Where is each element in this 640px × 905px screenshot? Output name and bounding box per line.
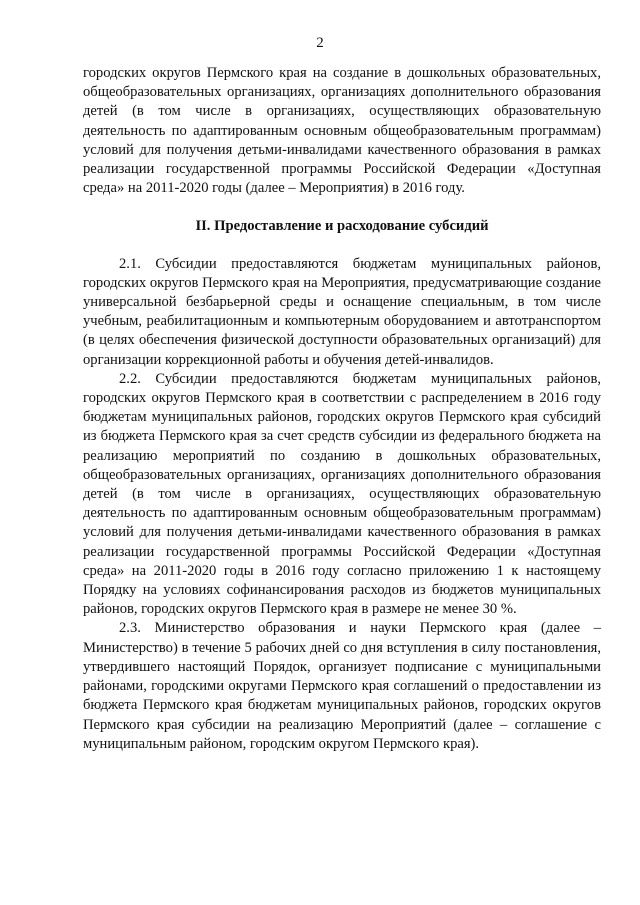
paragraph-2-1: 2.1. Субсидии предоставляются бюджетам муниципальных районов, городских округов Пермского края на Мероприятия, предусматривающие создание универсальной безбарьерной среды и оснащение специальным, в том числе учебным, реабилитационным и компьютерным оборудованием и автотранспортом (в целях обеспечения физической доступности образовательных организаций) для организации коррекционной работы и обучения детей-инвалидов. xyxy=(83,255,601,368)
paragraph-continuation: городских округов Пермского края на создание в дошкольных образовательных, общеобразовательных организациях, организациях дополнительного образования детей (в том числе в организациях, осуществляющих образовательную деятельность по адаптированным основным общеобразовательным программам) условий для получения детьми-инвалидами качественного образования в рамках реализации государственной программы Российской Федерации «Доступная среда» на 2011-2020 годы (далее – Мероприятия) в 2016 году. xyxy=(83,65,601,197)
paragraph-2-2: 2.2. Субсидии предоставляются бюджетам муниципальных районов, городских округов Пермского края в соответствии с распределением в 2016 году бюджетам муниципальных районов, городских округов Пермского края субсидий из бюджета Пермского края за счет средств субсидии из федерального бюджета на реализацию мероприятий по созданию в дошкольных образовательных, общеобразовательных организациях, организациях дополнительного образования детей (в том числе в организациях, осуществляющих образовательную деятельность по адаптированным основным общеобразовательным программам) условий для получения детьми-инвалидами качественного образования в рамках реализации государственной программы Российской Федерации «Доступная среда» на 2011-2020 годы в 2016 году согласно приложению 1 к настоящему Порядку на условиях софинансирования расходов из бюджетов муниципальных районов, городских округов Пермского края в размере не менее 30 %. xyxy=(83,370,601,618)
page-number: 2 xyxy=(316,35,324,51)
document-body xyxy=(83,64,601,754)
paragraph-2-3: 2.3. Министерство образования и науки Пермского края (далее – Министерство) в течение 5 рабочих дней со дня вступления в силу постановления, утвердившего настоящий Порядок, организует подписание с муниципальными районами, городскими округами Пермского края соглашений о предоставлении из бюджета Пермского края бюджетам муниципальных районов, городских округов Пермского края субсидии на реализацию Мероприятий (далее – соглашение с муниципальным районом, городским округом Пермского края). xyxy=(83,620,601,752)
section-heading: II. Предоставление и расходование субсидий xyxy=(195,218,489,235)
